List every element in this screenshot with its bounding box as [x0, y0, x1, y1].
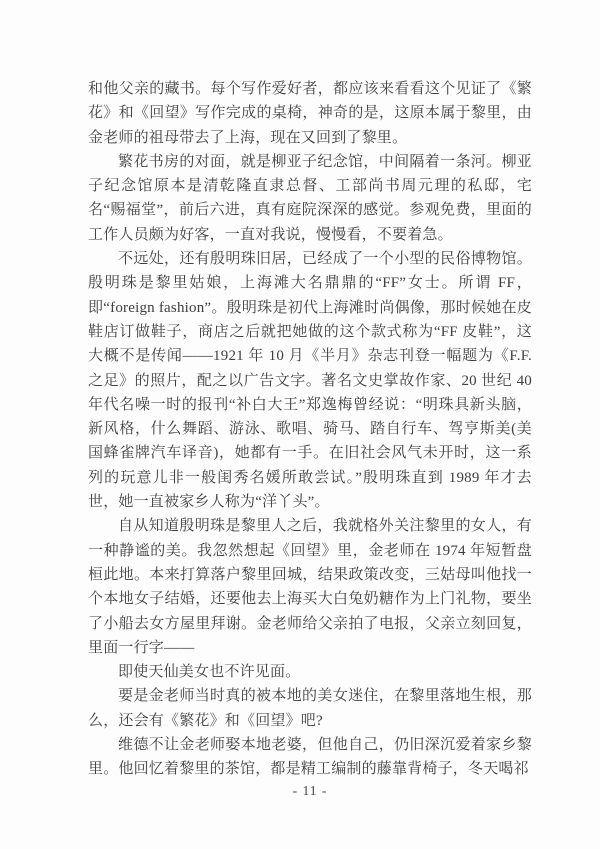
page-number: - 11 - — [292, 783, 328, 798]
paragraph: 即使天仙美女也不许见面。 — [118, 664, 301, 681]
paragraph: 不远处，还有殷明珠旧居，已经成了一个小型的民俗博物馆。殷明珠是黎里姑娘，上海滩大名鼎鼎的“FF”女士。所谓 FF，即“foreign fashion”。殷明珠是初代上海滩时尚偶像，那时候她在皮鞋店订做鞋子，商店之后就把她做的这个款式称为“FF 皮鞋”，这大概不是传闻——1921 年 10 月《半月》杂志刊登一幅题为《F.F.之足》的照片，配之以广告文字。著名文史掌故作家、20 世纪 40 年代名噪一时的报刊“补白大王”郑逸梅曾经说：“明珠具新头脑，新风格，什么舞蹈、游泳、歌唱、骑马、踏自行车、驾亨斯美(美国蜂雀牌汽车译音)，她都有一手。在旧社会风气未开时，这一系列的玩意儿非一般闺秀名媛所敢尝试。”殷明珠直到 1989 年才去世，她一直被家乡人称为“洋丫头”。 — [88, 251, 532, 511]
paragraph: 自从知道殷明珠是黎里人之后，我就格外关注黎里的女人，有一种静谧的美。我忽然想起《回望》里，金老师在 1974 年短暂盘桓此地。本来打算落户黎里回城，结果政策改变，三姑母叫他找一个本地女子结婚，还要他去上海买大白兔奶糖作为上门礼物，要坐了小船去女方屋里拜谢。金老师给父亲拍了电报，父亲立刻回复，里面一行字—— — [88, 518, 532, 656]
paragraph: 繁花书房的对面，就是柳亚子纪念馆，中间隔着一条河。柳亚子纪念馆原本是清乾隆直隶总督、工部尚书周元理的私邸，宅名“赐福堂”，前后六进，真有庭院深深的感觉。参观免费，里面的工作人员颇为好客，一直对我说，慢慢看，不要着急。 — [88, 153, 532, 243]
text-block — [88, 77, 532, 782]
paragraph: 和他父亲的藏书。每个写作爱好者，都应该来看看这个见证了《繁花》和《回望》写作完成的桌椅，神奇的是，这原本属于黎里，由金老师的祖母带去了上海，现在又回到了黎里。 — [88, 81, 532, 146]
paragraph: 要是金老师当时真的被本地的美女迷住，在黎里落地生根，那么，还会有《繁花》和《回望》吧? — [88, 688, 532, 729]
paragraph: 维德不让金老师娶本地老婆，但他自己，仍旧深沉爱着家乡黎里。他回忆着黎里的茶馆，都是精工编制的藤靠背椅子，冬天喝祁 — [88, 737, 532, 778]
